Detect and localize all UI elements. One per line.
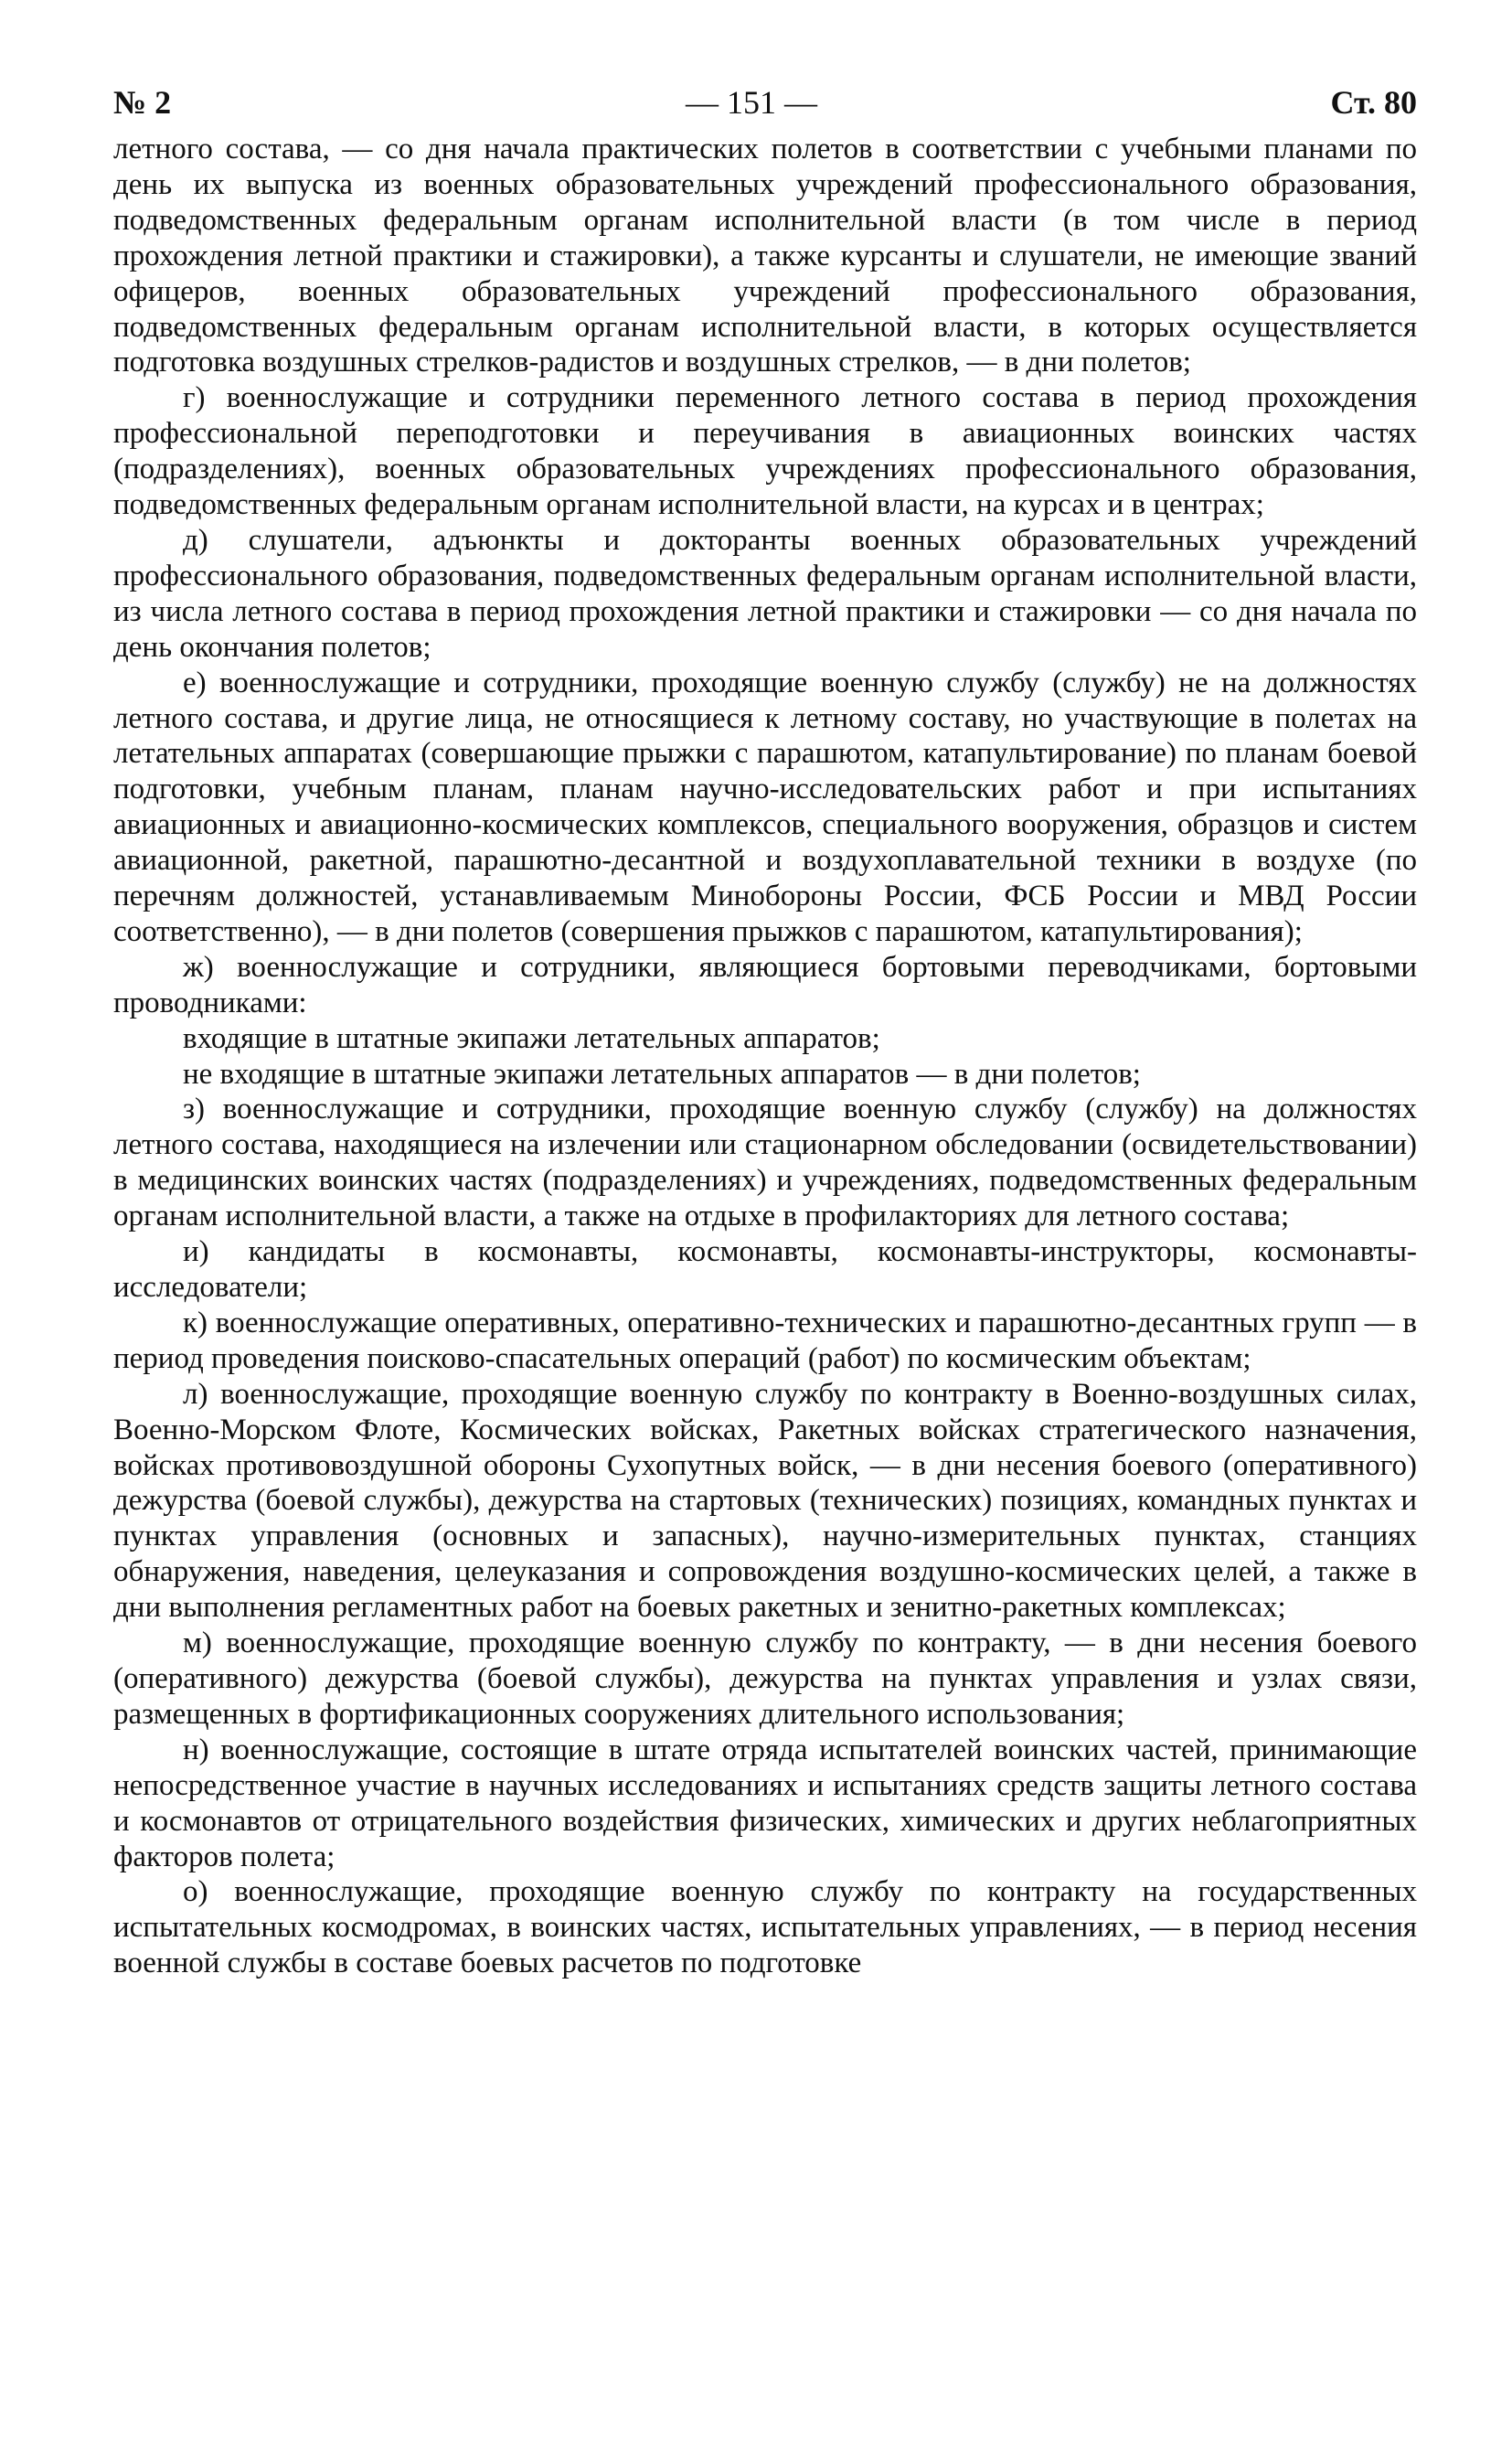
document-page [113, 75, 1417, 1981]
article-number: Ст. 80 [1330, 84, 1417, 121]
paragraph-e: е) военнослужащие и сотрудники, проходящие военную службу (службу) не на должностях летного состава, и другие лица, не относящиеся к летному составу, но участвующие в полетах на летательных аппаратах (совершающие прыжки с парашютом, катапультирование) по планам боевой подготовки, учебным планам, планам научно-исследовательских работ и при испытаниях авиационных и авиационно-космических комплексов, специального вооружения, образцов и систем авиационной, ракетной, парашютно-десантной и воздухоплавательной техники в воздухе (по перечням должностей, устанавливаемым Минобороны России, ФСБ России и МВД России соответственно), — в дни полетов (совершения прыжков с парашютом, катапультирования); [113, 666, 1417, 948]
document-body [113, 132, 1417, 1981]
issue-number: № 2 [113, 84, 172, 121]
paragraph-o: о) военнослужащие, проходящие военную службу по контракту на государственных испытательных космодромах, в воинских частях, испытательных управлениях, — в период несения военной службы в составе боевых расчетов по подготовке [113, 1875, 1417, 1980]
paragraph-g: г) военнослужащие и сотрудники переменного летного состава в период прохождения профессиональной переподготовки и переучивания в авиационных воинских частях (подразделениях), военных образовательных учреждениях профессионального образования, подведомственных федеральным органам исполнительной власти, на курсах и в центрах; [113, 381, 1417, 522]
paragraph-m: м) военнослужащие, проходящие военную службу по контракту, — в дни несения боевого (оперативного) дежурства (боевой службы), дежурства на пунктах управления и узлах связи, размещенных в фортификационных сооружениях длительного использования; [113, 1627, 1417, 1731]
page-header [113, 75, 1417, 130]
paragraph-d: д) слушатели, адъюнкты и докторанты военных образовательных учреждений профессионального образования, подведомственных федеральным органам исполнительной власти, из числа летного состава в период прохождения летной практики и стажировки — со дня начала по день окончания полетов; [113, 523, 1417, 664]
paragraph-k: к) военнослужащие оперативных, оперативно-технических и парашютно-десантных групп — в период проведения поисково-спасательных операций (работ) по космическим объектам; [113, 1306, 1417, 1375]
paragraph-i: и) кандидаты в космонавты, космонавты, космонавты-инструкторы, космонавты-исследователи; [113, 1235, 1417, 1304]
paragraph-z: з) военнослужащие и сотрудники, проходящие военную службу (службу) на должностях летного состава, находящиеся на излечении или стационарном обследовании (освидетельствовании) в медицинских воинских частях (подразделениях) и учреждениях, подведомственных федеральным органам исполнительной власти, а также на отдыхе в профилакториях для летного состава; [113, 1093, 1417, 1233]
paragraph-zh: ж) военнослужащие и сотрудники, являющиеся бортовыми переводчиками, бортовыми проводниками: [113, 950, 1417, 1019]
paragraph-zh-sub-2: не входящие в штатные экипажи летательных аппаратов — в дни полетов; [183, 1057, 1141, 1091]
paragraph-l: л) военнослужащие, проходящие военную службу по контракту в Военно-воздушных силах, Военно-Морском Флоте, Космических войсках, Ракетных войсках стратегического назначения, войсках противовоздушной обороны Сухопутных войск, — в дни несения боевого (оперативного) дежурства (боевой службы), дежурства на стартовых (технических) позициях, командных пунктах и пунктах управления (основных и запасных), научно-измерительных пунктах, станциях обнаружения, наведения, целеуказания и сопровождения воздушно-космических целей, а также в дни выполнения регламентных работ на боевых ракетных и зенитно-ракетных комплексах; [113, 1377, 1417, 1625]
page-number: — 151 — [686, 84, 817, 121]
paragraph-continuation: летного состава, — со дня начала практических полетов в соответствии с учебными планами по день их выпуска из военных образовательных учреждений профессионального образования, подведомственных федеральным органам исполнительной власти (в том числе в период прохождения летной практики и стажировки), а также курсанты и слушатели, не имеющие званий офицеров, военных образовательных учреждений профессионального образования, подведомственных федеральным органам исполнительной власти, в которых осуществляется подготовка воздушных стрелков-радистов и воздушных стрелков, — в дни полетов; [113, 133, 1417, 379]
paragraph-zh-sub-1: входящие в штатные экипажи летательных аппаратов; [183, 1021, 880, 1055]
paragraph-n: н) военнослужащие, состоящие в штате отряда испытателей воинских частей, принимающие непосредственное участие в научных исследованиях и испытаниях средств защиты летного состава и космонавтов от отрицательного воздействия физических, химических и других неблагоприятных факторов полета; [113, 1733, 1417, 1873]
